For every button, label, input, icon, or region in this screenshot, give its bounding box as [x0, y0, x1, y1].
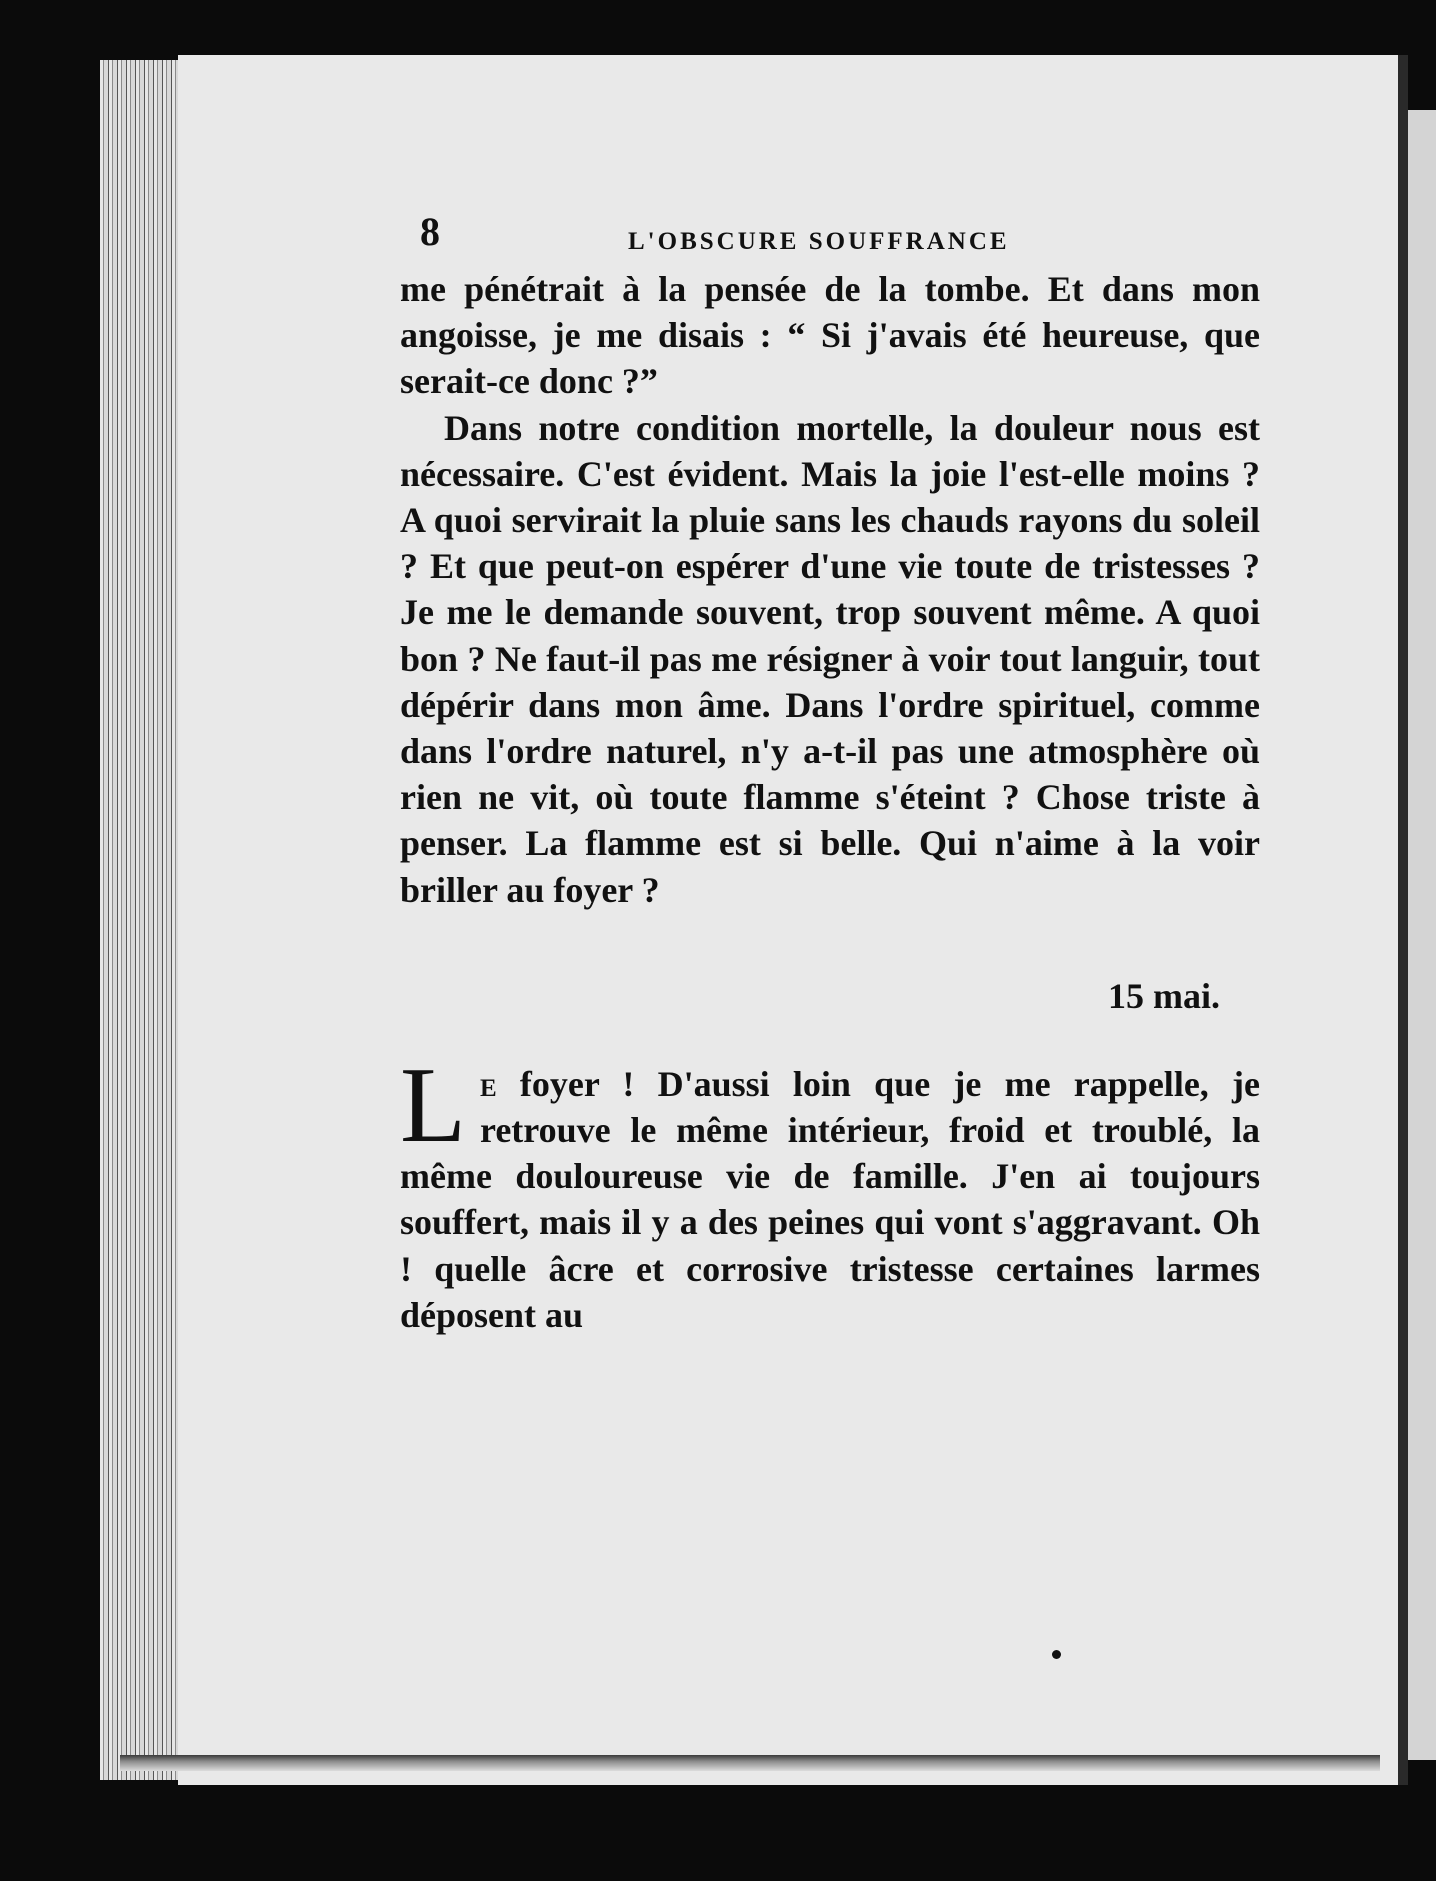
entry-text: foyer ! D'aussi loin que je me rappelle, je retrouve le même intérieur, froid et troublé, la même douloureuse vie de famille. J'en ai toujours souffert, mais il y a des peines qui vont s'aggravant. Oh ! quelle âcre et corrosive tristesse certaines larmes déposent au	[400, 1063, 1260, 1335]
page-number: 8	[420, 209, 440, 254]
drop-cap-continuation: e	[479, 1063, 497, 1104]
paragraph-main: Dans notre condition mortelle, la douleur nous est nécessaire. C'est évident. Mais la joie l'est-elle moins ? A quoi servirait la pluie sans les chauds rayons du soleil ? Et que peut-on espérer d'une vie toute de tristesses ? Je me le demande souvent, trop souvent même. A quoi bon ? Ne faut-il pas me résigner à voir tout languir, tout dépérir dans mon âme. Dans l'ordre spirituel, comme dans l'ordre naturel, n'y a-t-il pas une atmosphère où rien ne vit, où toute flamme s'éteint ? Chose triste à penser. La flamme est si belle. Qui n'aime à la voir briller au foyer ?	[400, 407, 1260, 910]
ink-speck	[1052, 1650, 1061, 1659]
drop-cap: L	[400, 1045, 466, 1165]
page-text-block	[400, 200, 1260, 1338]
running-title: L'OBSCURE SOUFFRANCE	[628, 228, 1010, 255]
page-bottom-edge	[120, 1755, 1380, 1771]
entry-date: 15 mai.	[1108, 975, 1220, 1016]
facing-page-edge	[1405, 110, 1436, 1760]
paragraph-continuation: me pénétrait à la pensée de la tombe. Et dans mon angoisse, je me disais : “ Si j'avais été heureuse, que serait-ce donc ?”	[400, 269, 1260, 402]
running-head	[400, 200, 1260, 260]
diary-entry	[400, 1045, 1260, 1338]
